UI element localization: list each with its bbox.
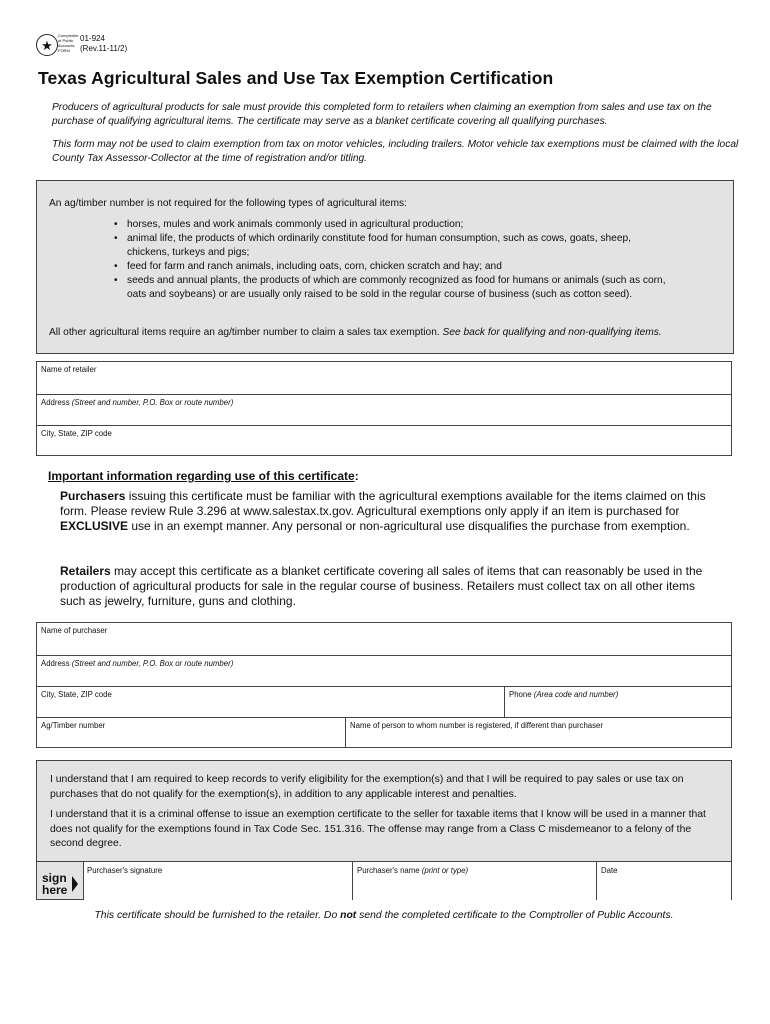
registered-name-label: Name of person to whom number is registered, if different than purchaser xyxy=(350,721,603,730)
agtimber-row xyxy=(37,717,731,748)
retailers-paragraph: Retailers may accept this certificate as a blanket certificate covering all sales of items that can reasonably be used in the production of agricultural products for sale in the regular course of business. Retailers must collect tax on all other items such as jewelry, furniture, guns and clothing. xyxy=(60,564,703,608)
purchaser-address-field[interactable] xyxy=(37,655,731,686)
retailer-name-field[interactable] xyxy=(37,362,731,394)
sign-text: sign xyxy=(42,871,67,885)
agtimber-number-label: Ag/Timber number xyxy=(41,721,106,730)
agtimber-divider xyxy=(345,718,346,748)
notice-lead: An ag/timber number is not required for the following types of agricultural items: xyxy=(49,198,407,209)
purchaser-name-label: Name of purchaser xyxy=(41,626,108,635)
sign-here-marker xyxy=(42,872,67,896)
purchaser-phone-label: Phone (Area code and number) xyxy=(509,690,619,699)
retailer-section xyxy=(36,361,732,456)
date-field[interactable] xyxy=(596,862,731,900)
purchaser-city-label: City, State, ZIP code xyxy=(41,690,112,699)
purchaser-signature-field[interactable] xyxy=(83,862,352,900)
purchaser-address-label: Address (Street and number, P.O. Box or route number) xyxy=(41,659,234,668)
date-label: Date xyxy=(601,866,618,875)
exclusive-emphasis: EXCLUSIVE xyxy=(60,519,129,533)
list-item: • seeds and annual plants, the products of which are commonly recognized as food for humans or animals (such as corn, oats and soybeans) or are usually only raised to be sold in the regular course of business (such as cotton seed). xyxy=(114,274,674,302)
agency-name: Comptroller of Public Accounts FORM xyxy=(58,33,79,53)
list-item: • feed for farm and ranch animals, including oats, corn, chicken scratch and hay; and xyxy=(114,260,674,274)
retailer-city-field[interactable] xyxy=(37,425,731,456)
not-emphasis: not xyxy=(340,910,357,921)
retailer-city-label: City, State, ZIP code xyxy=(41,429,112,438)
important-heading: Important information regarding use of this certificate: xyxy=(48,469,359,483)
form-number-block xyxy=(80,34,127,54)
purchaser-name-field[interactable] xyxy=(37,623,731,655)
intro-paragraph-1: Producers of agricultural products for sale must provide this completed form to retailers when claiming an exemption from sales and use tax on the purchase of qualifying agricultural items. The certificate may serve as a blanket certificate covering all qualifying purchases. xyxy=(52,102,712,127)
purchaser-city-phone-row xyxy=(37,686,731,717)
retailer-address-label: Address (Street and number, P.O. Box or route number) xyxy=(41,398,234,407)
list-item: • animal life, the products of which ordinarily constitute food for human consumption, such as cows, goats, sheep, chickens, turkeys and pigs; xyxy=(114,232,674,260)
retailers-lead: Retailers xyxy=(60,564,111,578)
sign-arrow-icon xyxy=(72,876,78,892)
list-item: • horses, mules and work animals commonly used in agricultural production; xyxy=(114,218,674,232)
retailer-address-field[interactable] xyxy=(37,394,731,425)
notice-closing-text: All other agricultural items require an ag/timber number to claim a sales tax exemption. xyxy=(49,327,440,338)
here-text: here xyxy=(42,883,68,897)
form-revision: (Rev.11-11/2) xyxy=(80,44,128,53)
signature-row xyxy=(36,861,732,900)
purchaser-printed-name-field[interactable] xyxy=(352,862,596,900)
retailer-name-label: Name of retailer xyxy=(41,365,97,374)
purchasers-paragraph: Purchasers issuing this certificate must be familiar with the agricultural exemptions available for the items claimed on this form. Please review Rule 3.296 at www.salestax.tx.gov. Agricultural exemptions only apply if an item is purchased for EXCLUSIVE use in an exempt manner. Any personal or non-agricultural use disqualifies the purchase from exemption. xyxy=(60,489,706,533)
notice-closing xyxy=(49,326,729,340)
printed-name-label: Purchaser's name (print or type) xyxy=(357,866,469,875)
purchaser-section xyxy=(36,622,732,748)
comptroller-seal-icon: ★ xyxy=(36,34,58,56)
city-phone-divider xyxy=(504,687,505,717)
purchasers-lead: Purchasers xyxy=(60,489,126,503)
signature-label: Purchaser's signature xyxy=(87,866,163,875)
declaration-paragraph-2: I understand that it is a criminal offense to issue an exemption certificate to the seller for taxable items that I know will be used in a manner that does not qualify for the exemptions found in Tax Code Sec. 151.316. The offense may range from a Class C misdemeanor to a felony of the second degree. xyxy=(50,809,706,849)
intro-paragraph-2: This form may not be used to claim exemption from tax on motor vehicles, including trailers. Motor vehicle tax exemptions must be claimed with the local County Tax Assessor-Collector at the time of registration and/or titling. xyxy=(52,139,739,164)
declaration-paragraph-1: I understand that I am required to keep records to verify eligibility for the exemption(s) and that I will be required to pay sales or use tax on purchases that do not qualify for the exemption(s), in addition to any applicable interest and penalties. xyxy=(50,774,684,800)
page-title: Texas Agricultural Sales and Use Tax Exemption Certification xyxy=(38,68,554,88)
notice-bullet-list xyxy=(114,218,674,302)
form-number: 01-924 xyxy=(80,34,105,43)
notice-closing-note: See back for qualifying and non-qualifying items. xyxy=(442,327,662,338)
footer-note: This certificate should be furnished to the retailer. Do not send the completed certificate to the Comptroller of Public Accounts. xyxy=(94,910,674,921)
